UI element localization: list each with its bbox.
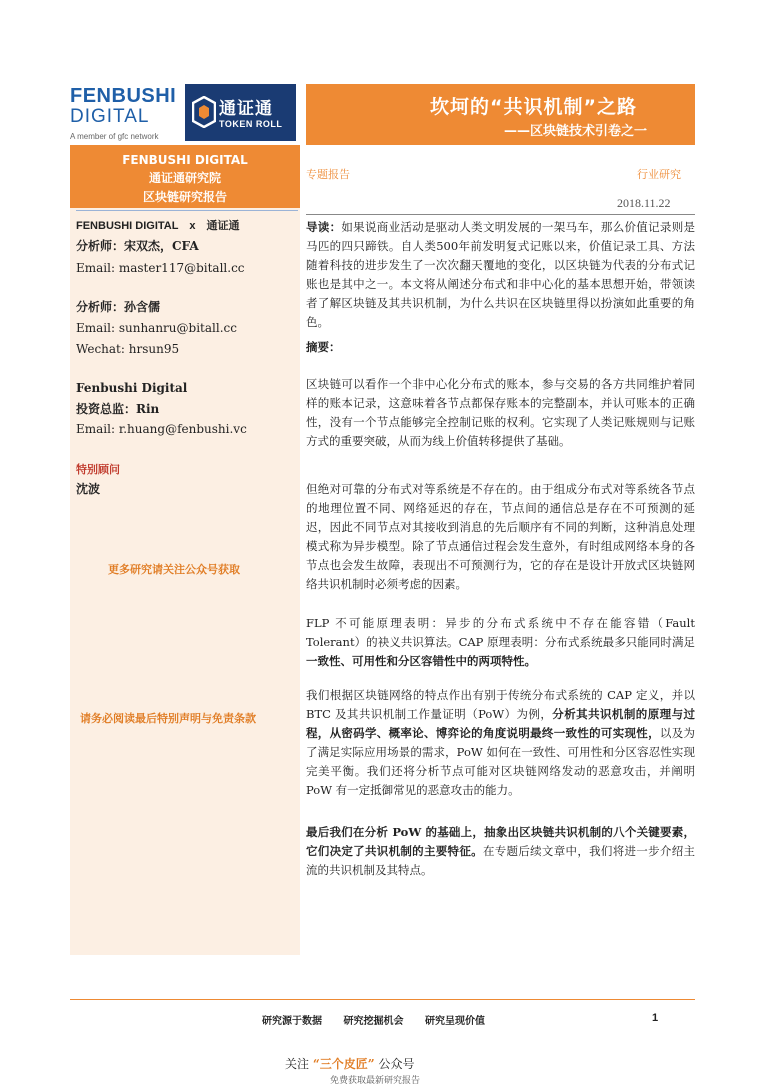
footer-slogans: [262, 1012, 503, 1027]
abstract-paragraph-2: 但绝对可靠的分布式对等系统是不存在的。由于组成分布式对等系统各节点的地理位置不同、网络延迟的存在，节点间的通信总是存在不可预测的延迟，因此不同节点对其接收到消息的先后顺序有不同的判断，这种消息处理模式称为异步模型。除了节点通信过程会发生意外，有时组成网络本身的各节点也会发生故障，表现出不可预测行为，它的存在是设计开放式区块链网络共识机制时必须考虑的因素。: [306, 482, 695, 591]
title-banner: [306, 84, 695, 145]
label-industry-research: 行业研究: [637, 168, 681, 181]
fenbushi-wordmark: FENBUSHI: [70, 85, 177, 107]
follow-subline: 免费获取最新研究报告: [330, 1076, 421, 1086]
p4-text-c: 以及为了满足实际应用场景的需求，PoW 如何在一致性、可用性和分区容忍性实现完美平衡。我们还将分析节点可能对区块链网络发动的恶意攻击，并阐明 PoW 有一定抵御常见的恶意攻击的能力。: [306, 726, 695, 797]
abstract-paragraph-4: [306, 686, 695, 800]
sidebar-institute: 通证通研究院: [148, 171, 221, 185]
sidebar-report-type: 区块链研究报告: [142, 190, 227, 204]
p3-bold: 一致性、可用性和分区容错性中的两项特性。: [306, 654, 536, 668]
analyst2-email: Email: sunhanru@bitall.cc: [76, 321, 237, 335]
intro-label: 导读：: [306, 220, 342, 234]
director-name: 投资总监：Rin: [76, 402, 160, 416]
p5-bold: 最后我们在分析 PoW 的基础上，抽象出区块链共识机制的八个关键要素，它们决定了共识机制的主要特征。: [306, 825, 695, 858]
page-number: 1: [652, 1012, 659, 1024]
analyst1-email: Email: master117@bitall.cc: [76, 261, 245, 275]
sidebar-divider: [76, 210, 298, 211]
collab-x: x: [189, 220, 196, 232]
tokenroll-mark-icon: [192, 96, 216, 128]
p4-bold: 分析其共识机制的原理与过程，从密码学、概率论、博弈论的角度说明最终一致性的可实现性，: [306, 707, 696, 740]
p4-text-a: 我们根据区块链网络的特点作出有别于传统分布式系统的 CAP 定义，并以 BTC 及其共识机制工作量证明（PoW）为例，: [306, 688, 695, 721]
tokenroll-cn: 通证通: [219, 99, 273, 119]
collab-line: [76, 217, 240, 233]
follow-line: [285, 1055, 415, 1072]
tokenroll-en: TOKEN ROLL: [219, 119, 283, 129]
intro-paragraph: [306, 218, 695, 332]
p3-text: FLP 不可能原理表明：异步的分布式系统中不存在能容错（Fault Tolerant）的袂义共识算法。CAP 原理表明：分布式系统最多只能同时满足: [306, 616, 695, 649]
follow-prefix: 关注: [285, 1057, 310, 1071]
fenbushi-digital-wordmark: DIGITAL: [70, 106, 150, 127]
director-email: Email: r.huang@fenbushi.vc: [76, 422, 247, 436]
follow-account: “三个皮匠”: [312, 1057, 375, 1071]
fenbushi-member-note: A member of gfc network: [70, 132, 159, 141]
footer-slogan-3: 研究呈现价值: [424, 1016, 485, 1027]
abstract-paragraph-1: 区块链可以看作一个非中心化分布式的账本，参与交易的各方共同维护着同样的账本记录，这意味着各节点都保存账本的完整副本，并认可账本的正确性，没有一个节点能够完全控制记账的权利。它实现了人类记账规则与记账方式的重要突破，从而为线上价值转移提供了基础。: [306, 377, 695, 448]
abstract-paragraph-3: [306, 614, 695, 671]
advisor-label: 特别顾问: [76, 463, 120, 476]
abstract-paragraph-5: [306, 823, 695, 880]
follow-suffix: 公众号: [378, 1057, 415, 1071]
p5-text: 在专题后续文章中，我们将进一步介绍主流的共识机制及其特点。: [306, 844, 695, 877]
abstract-label: 摘要：: [306, 340, 341, 354]
footer-divider: [70, 999, 695, 1000]
tokenroll-logo: [185, 84, 296, 141]
report-title: 坎坷的“共识机制”之路: [430, 96, 637, 118]
analyst2-wechat: Wechat: hrsun95: [76, 342, 180, 356]
report-subtitle: ——区块链技术引卷之一: [503, 124, 647, 139]
collab-a: FENBUSHI DIGITAL: [76, 220, 179, 232]
collab-b: 通证通: [206, 219, 240, 232]
intro-text: 如果说商业活动是驱动人类文明发展的一架马车，那么价值记录则是马匹的四只蹄铁。自人类500年前发明复式记账以来，价值记录工具、方法随着科技的进步发生了一次次翻天覆地的变化，以区块链为代表的分布式记账也是其中之一。本文将从阐述分布式和非中心化的基本思想开始，带领读者了解区块链及其共识机制，为什么共识在区块链里得以扮演如此重要的角色。: [306, 220, 695, 329]
left-sidebar-header: [70, 145, 300, 208]
analyst2-name: 分析师：孙含儒: [76, 300, 161, 314]
fenbushi-logo: [70, 86, 180, 141]
advisor-name: 沈波: [76, 482, 101, 496]
sidebar-org-name: FENBUSHI DIGITAL: [122, 153, 248, 167]
more-research-note: 更多研究请关注公众号获取: [108, 563, 240, 576]
org-name: Fenbushi Digital: [76, 381, 188, 395]
date-divider: [306, 214, 695, 215]
label-special-report: 专题报告: [306, 168, 350, 181]
report-date: 2018.11.22: [617, 196, 671, 210]
footer-slogan-1: 研究源于数据: [262, 1016, 322, 1027]
footer-slogan-2: 研究挖掘机会: [343, 1016, 404, 1027]
analyst1-name: 分析师：宋双杰，CFA: [76, 239, 199, 253]
disclaimer-note: 请务必阅读最后特别声明与免责条款: [80, 712, 256, 725]
